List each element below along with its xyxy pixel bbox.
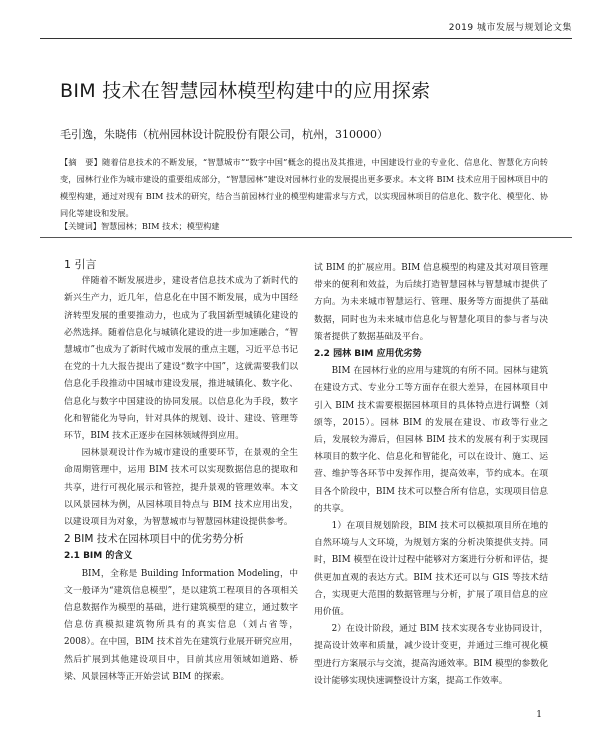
body-paragraph: 园林景观设计作为城市建设的重要环节，在景观的全生命周期管理中，运用 BIM 技术可以实现数据信息的提取和共享，进行可视化展示和管控，提升景观的管理效率。本文以风景园林为例，从园林项目特点与 BIM 技术应用出发，以建设项目为对象，为智慧城市与智慧园林建设提供参考。 bbox=[64, 448, 298, 528]
body-paragraph: 2）在设计阶段，通过 BIM 技术实现各专业协同设计，提高设计效率和质量，减少设计变更，并通过三维可视化模型进行方案展示与交流，提高沟通效率。BIM 模型的参数化设计能够实现快速调整设计方案，提高工作效率。 bbox=[314, 624, 548, 686]
running-title: 2019 城市发展与规划论文集 bbox=[448, 23, 572, 33]
body-paragraph: 伴随着不断发展进步，建设者信息技术成为了新时代的新兴生产力，近几年，信息化在中国不断发展，成为中国经济转型发展的重要推动力，也成为了我国新型城镇化建设的必然选择。随着信息化与城镇化建设的进一步加速融合，“智慧城市”也成为了新时代城市发展的重点主题，习近平总书记在党的十九大报告提出了建设“数字中国”，这就需要我们以信息化手段推动中国城市建设发展，推进城镇化、数字化、信息化与数字中国建设的协同发展。以信息化为手段，数字化和智能化为导向，针对具体的规划、设计、建设、管理等环节，BIM 技术正逐步在园林领域得到应用。 bbox=[64, 276, 298, 442]
body-paragraph: BIM 在园林行业的应用与建筑的有所不同。园林与建筑在建设方式、专业分工等方面存在很大差异，在园林项目中引入 BIM 技术需要根据园林项目的具体特点进行调整（刘颂等，2015）。园林 BIM 的发展在建设、市政等行业之后，发展较为滞后，但园林 BIM 技术的发展有利于实现园林项目的数字化、信息化和智能化，可以在设计、施工、运营、维护等各环节中发挥作用，提高效率，节约成本。在项目各个阶段中，BIM 技术可以整合所有信息，实现项目信息的共享。 bbox=[314, 366, 548, 514]
section-divider bbox=[40, 237, 572, 238]
body-paragraph: 1）在项目规划阶段，BIM 技术可以模拟项目所在地的自然环境与人文环境，为规划方案的分析决策提供支持。同时，BIM 模型在设计过程中能够对方案进行分析和评估，提供更加直观的表达方式。BIM 技术还可以与 GIS 等技术结合，实现更大范围的数据管理与分析，扩展了项目信息的应用价值。 bbox=[314, 521, 548, 618]
page-number: 1 bbox=[536, 710, 542, 720]
section-1-heading: 1 引言 bbox=[64, 258, 97, 271]
article-title: BIM 技术在智慧园林模型构建中的应用探索 bbox=[60, 80, 431, 102]
body-paragraph: BIM，全称是 Building Information Modeling，中文一般译为“建筑信息模型”，是以建筑工程项目的各项相关信息数据作为模型的基础，进行建筑模型的建立，通过数字信息仿真模拟建筑物所具有的真实信息（刘占省等，2008）。在中国，BIM 技术首先在建筑行业展开研究应用，然后扩展到其他建设项目中，目前其应用领域如道路、桥梁、风景园林等正开始尝试 BIM 的探索。 bbox=[64, 568, 298, 682]
running-header bbox=[40, 18, 572, 39]
abstract-text: 随着信息技术的不断发展，“智慧城市”“数字中国”概念的提出及其推进，中国建设行业的专业化、信息化、智慧化方向转变，园林行业作为城市建设的重要组成部分，“智慧园林”建设对园林行业的发展提出更多要求。本文将 BIM 技术应用于园林项目中的模型构建，通过对现有 BIM 技术的研究，结合当前园林行业的模型构建需求与方式，以实现园林项目的信息化、数字化、模型化、协同化等建设和发展。 bbox=[60, 157, 548, 218]
body-paragraph: 试 BIM 的扩展应用。BIM 信息模型的构建及其对项目管理带来的便利和效益，为后续打造智慧园林与智慧城市提供了方向。为未来城市智慧运行、管理、服务等方面提供了基础数据，同时也为未来城市信息化与智慧化项目的参与者与决策者提供了数据基础及平台。 bbox=[314, 263, 548, 342]
article-authors: 毛引逸，朱晓伟（杭州园林设计院股份有限公司，杭州，310000） bbox=[60, 128, 388, 141]
abstract-label: 【摘 要】 bbox=[60, 157, 103, 167]
keywords-label: 【关键词】 bbox=[60, 221, 101, 231]
abstract bbox=[60, 154, 548, 222]
right-column bbox=[314, 260, 548, 690]
section-2-heading: 2 BIM 技术在园林项目中的优劣势分析 bbox=[64, 533, 244, 546]
subsection-2-2-heading: 2.2 园林 BIM 应用优劣势 bbox=[314, 349, 422, 360]
keywords bbox=[60, 221, 219, 232]
keywords-text: 智慧园林；BIM 技术；模型构建 bbox=[100, 221, 220, 231]
subsection-2-1-heading: 2.1 BIM 的含义 bbox=[64, 551, 133, 562]
left-column bbox=[64, 256, 298, 686]
